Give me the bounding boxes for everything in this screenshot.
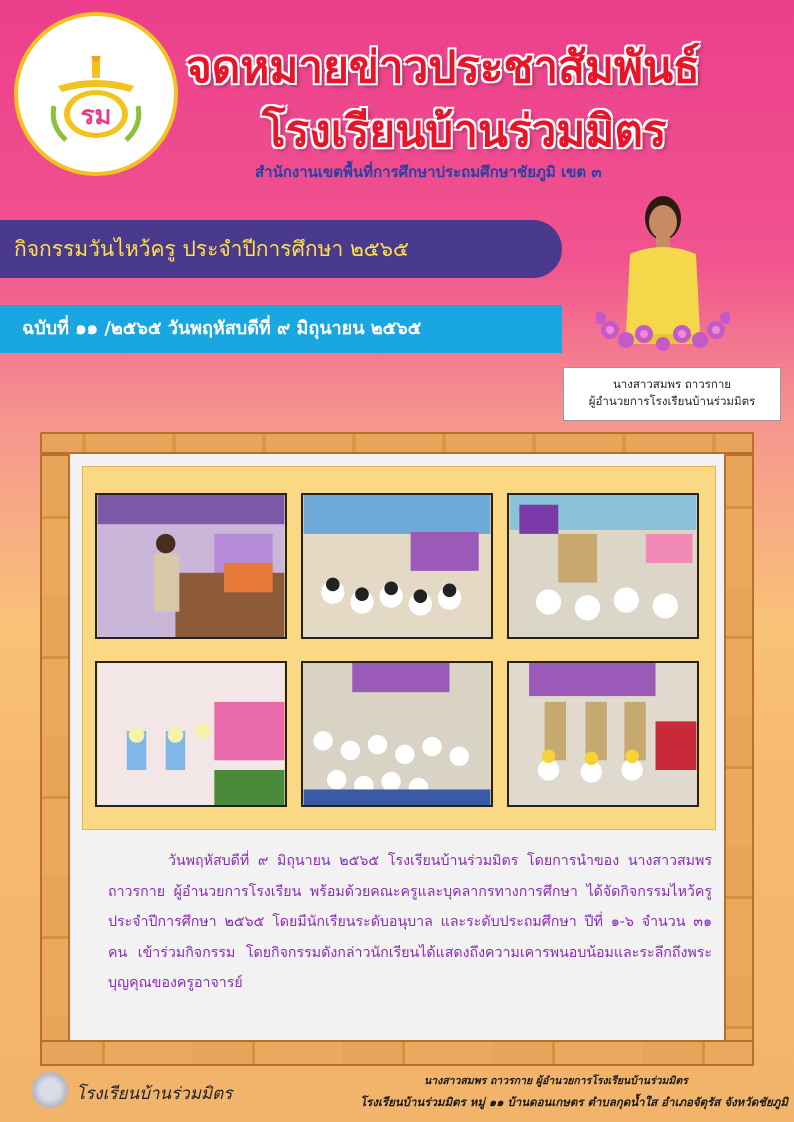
activity-banner [0, 220, 562, 278]
wood-frame-left [40, 454, 70, 1042]
newsletter-title: จดหมายข่าวประชาสัมพันธ์ [186, 42, 700, 93]
issue-banner-text: ฉบับที่ ๑๑ /๒๕๖๕ วันพฤหัสบดีที่ ๙ มิถุนายน ๒๕๖๕ [22, 318, 422, 339]
candle-emblem-icon [46, 56, 146, 146]
activity-photo-5 [301, 661, 493, 807]
footer-school-name: โรงเรียนบ้านร่วมมิตร [76, 1084, 233, 1104]
school-logo [14, 12, 178, 176]
footer-address: โรงเรียนบ้านร่วมมิตร หมู่ ๑๑ บ้านดอนเกษตร ตำบลกุดน้ำใส อำเภอจัตุรัส จังหวัดชัยภูมิ [360, 1095, 788, 1109]
director-photo [596, 184, 730, 366]
director-caption [563, 367, 781, 421]
activity-photo-1 [95, 493, 287, 639]
logo-initials: รม [80, 101, 112, 131]
footer-logo [32, 1072, 68, 1108]
activity-photo-6 [507, 661, 699, 807]
school-name-title: โรงเรียนบ้านร่วมมิตร [262, 106, 667, 157]
photo-gallery [82, 466, 716, 830]
activity-photo-4 [95, 661, 287, 807]
activity-photo-2 [301, 493, 493, 639]
wood-frame-bottom [40, 1040, 754, 1066]
wood-frame-top [40, 432, 754, 454]
news-paragraph: วันพฤหัสบดีที่ ๙ มิถุนายน ๒๕๖๕ โรงเรียนบ้านร่วมมิตร โดยการนำของ นางสาวสมพร ถาวรกาย ผู้อำนวยการโรงเรียน พร้อมด้วยคณะครูและบุคลากรทางการศึกษา ได้จัดกิจกรรมไหว้ครู ประจำปีการศึกษา ๒๕๖๕ โดยมีนักเรียนระดับอนุบาล และระดับประถมศึกษา ปีที่ ๑-๖ จำนวน ๓๑ คน เข้าร่วมกิจกรรม โดยกิจกรรมดังกล่าวนักเรียนได้แสดงถึงความเคารพนอบน้อมและระลึกถึงพระบุญคุณของครูอาจารย์ [108, 853, 712, 991]
activity-banner-text: กิจกรรมวันไหว้ครู ประจำปีการศึกษา ๒๕๖๕ [14, 237, 409, 261]
footer-signature: นางสาวสมพร ถาวรกาย ผู้อำนวยการโรงเรียนบ้านร่วมมิตร [424, 1075, 688, 1087]
news-body [108, 846, 712, 999]
education-office: สำนักงานเขตพื้นที่การศึกษาประถมศึกษาชัยภูมิ เขต ๓ [255, 163, 602, 181]
issue-banner [0, 305, 562, 353]
director-name: นางสาวสมพร ถาวรกาย [612, 377, 732, 391]
wood-frame-right [724, 454, 754, 1042]
activity-photo-3 [507, 493, 699, 639]
director-position: ผู้อำนวยการโรงเรียนบ้านร่วมมิตร [588, 394, 756, 408]
